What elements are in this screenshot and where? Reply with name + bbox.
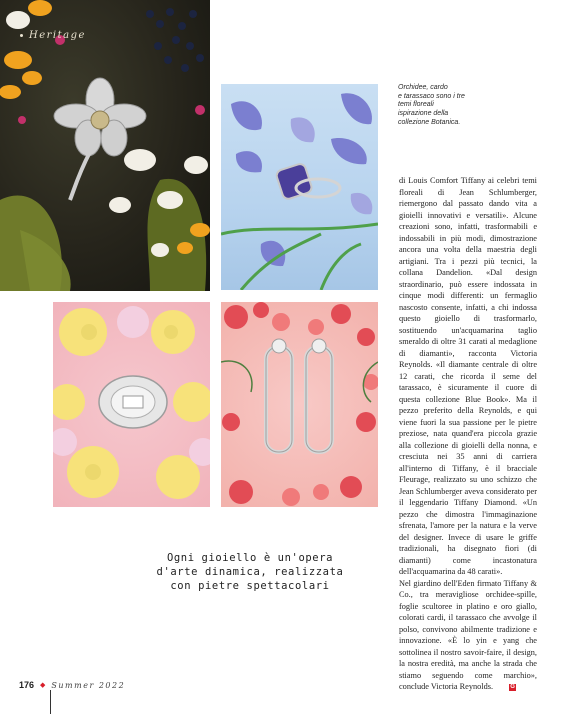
article-body bbox=[399, 175, 537, 693]
pull-quote-line: con pietre spettacolari bbox=[170, 580, 330, 592]
coral-flowers-illustration bbox=[221, 302, 378, 507]
article-paragraph-text: Nel giardino dell'Eden firmato Tiffany & Co., tra meravigliose orchidee-spille, foglie scultoree in platino e oro giallo, colorati cardi, il tarassaco che avvolge il polso, convivono abilmente tradizione e innovazione. «È lo yin e yang che sottolinea il nostro savoir-faire, il design, la nostra eredità, ma anche la strada che stiamo seguendo come marchio», conclude Victoria Reynolds. bbox=[399, 578, 537, 691]
section-label bbox=[20, 30, 86, 41]
caption-line: Orchidee, cardo bbox=[398, 84, 448, 91]
photo-orchid-brooch bbox=[0, 0, 210, 291]
caption-line: collezione Botanica. bbox=[398, 118, 461, 126]
caption-line: e tarassaco sono i tre bbox=[398, 92, 465, 100]
orchid-illustration bbox=[0, 0, 210, 291]
issue-label: Summer 2022 bbox=[51, 680, 126, 690]
caption-line: temi floreali bbox=[398, 101, 434, 109]
pink-flowers-illustration bbox=[53, 302, 210, 507]
page-footer bbox=[19, 680, 125, 690]
blue-flowers-illustration bbox=[221, 84, 378, 290]
caption-line: ispirazione della bbox=[398, 110, 449, 118]
article-paragraph: di Louis Comfort Tiffany ai celebri temi floreali di Jean Schlumberger, riemergono dal passato dando vita a gioielli innovativi e versatili». Alcune creazioni sono, infatti, trasformabili e indossabili in più modi, dimostrazione ancora una volta della maestria degli artigiani. Tra i pezzi più tecnici, la collana Dandelion. «Dal design straordinario, può essere indossata in cinque modi differenti: un fermaglio nascosto consente, infatti, a chi indossa questo gioiello di trasformarlo, sostituendo un'acquamarina taglio smeraldo di oltre 31 carati al medaglione di diamanti», racconta Victoria Reynolds. «Il diamante centrale di oltre 12 carati, che ricorda il seme del tarassaco, è sicuramente il cuore di questa collezione Blue Book». Ma il pezzo preferito della Reynolds, e qui viene fuori la sua passione per le pietre preziose, nata quand'era piccola grazie alla collezione di gioielli della nonna, e cresciuta nei 35 anni di carriera all'interno di Tiffany, è il bracciale Fleurage, realizzato su uno schizzo che Jean Schlumberger aveva considerato per il leggendario Tiffany Diamond. «Un pezzo che dimostra l'immaginazione sfrenata, l'amore per la natura e la verve del designer. Invece di usare le griffe tradizionali, ha disegnato fiori (di diamanti) come incastonatura dell'acquamarina da 48 carati». bbox=[399, 176, 537, 576]
pull-quote-line: d'arte dinamica, realizzata bbox=[156, 566, 344, 578]
pull-quote-line: Ogni gioiello è un'opera bbox=[166, 552, 334, 564]
diamond-icon: ◆ bbox=[40, 681, 46, 689]
footer-divider bbox=[50, 690, 51, 714]
photo-caption bbox=[398, 84, 528, 128]
bullet-icon bbox=[20, 34, 23, 37]
photo-coral-flowers-earrings bbox=[221, 302, 378, 507]
section-label-text: Heritage bbox=[29, 30, 86, 41]
end-mark-icon: G bbox=[510, 683, 515, 690]
page-number: 176 bbox=[19, 680, 35, 690]
photo-pink-flowers-ring bbox=[53, 302, 210, 507]
photo-blue-flowers-ring bbox=[221, 84, 378, 290]
article-paragraph bbox=[399, 578, 537, 693]
pull-quote bbox=[130, 551, 370, 593]
